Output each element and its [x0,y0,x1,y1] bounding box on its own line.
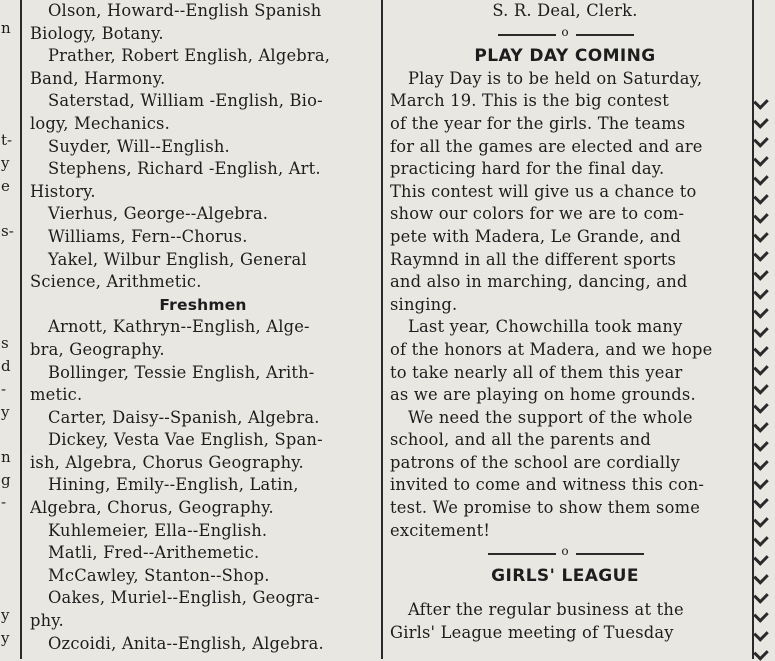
gutter-fragment: e [1,177,10,195]
right-column-articles [390,0,740,645]
article-line: phy. [30,611,64,631]
border-ornament [753,550,769,566]
border-ornament [753,265,769,281]
headline-play-day: PLAY DAY COMING [474,46,656,67]
gutter-fragment: y [1,403,10,421]
border-ornament [753,493,769,509]
gutter-fragment: y [1,154,10,172]
article-line: Stephens, Richard -English, Art. [48,159,321,179]
article-line: Bollinger, Tessie English, Arith- [48,362,315,382]
separator-bar [498,34,556,36]
gutter-fragment: t- [1,131,13,149]
article-line: patrons of the school are cordially [390,452,681,472]
article-line: Science, Arithmetic. [30,272,202,292]
article-line: Girls' League meeting of Tuesday [390,623,674,643]
border-ornament [753,379,769,395]
border-ornament [753,94,769,110]
article-line: Yakel, Wilbur English, General [48,249,307,269]
border-ornament [753,417,769,433]
gutter-fragment: - [1,493,7,511]
border-ornament [753,436,769,452]
separator-mark: o [561,544,569,559]
gutter-fragment: s [1,334,9,352]
article-line: March 19. This is the big contest [390,91,669,111]
article-line: for all the games are elected and are [390,136,703,156]
border-ornament [753,208,769,224]
article-line: Suyder, Will--English. [48,136,230,156]
border-ornament [753,569,769,585]
section-heading-freshmen: Freshmen [159,295,247,314]
article-line: After the regular business at the [408,600,684,620]
border-ornament [753,626,769,642]
article-line: of the honors at Madera, and we hope [390,339,713,359]
gutter-fragment: s- [1,222,14,240]
gutter-fragment: d [1,357,11,375]
article-line: Prather, Robert English, Algebra, [48,46,331,66]
article-line: Hining, Emily--English, Latin, [48,475,299,495]
article-line: and also in marching, dancing, and [390,272,688,292]
article-line: show our colors for we are to com- [390,204,685,224]
separator-mark: o [561,24,569,39]
border-ornament [753,246,769,262]
border-ornament [753,360,769,376]
article-line: school, and all the parents and [390,430,651,450]
border-ornament [753,303,769,319]
gutter-fragment: n [1,19,11,37]
separator-rule [390,23,740,46]
article-line: Williams, Fern--Chorus. [48,226,248,246]
gutter-fragment: y [1,606,10,624]
article-line: invited to come and witness this con- [390,475,705,495]
column-rule-middle [381,0,383,659]
gutter-fragment: - [1,380,7,398]
border-ornament [753,151,769,167]
article-line: excitement! [390,520,491,540]
border-ornament [753,398,769,414]
article-line: metic. [30,385,83,405]
border-ornament [753,455,769,471]
border-ornament [753,341,769,357]
border-ornament [753,322,769,338]
article-line: as we are playing on home grounds. [390,385,696,405]
article-line: Kuhlemeier, Ella--English. [48,520,268,540]
headline-girls-league: GIRLS' LEAGUE [491,565,639,586]
article-line: Algebra, Chorus, Geography. [30,498,274,518]
article-line: Matli, Fred--Arithemetic. [48,543,260,563]
separator-bar [576,553,644,555]
article-line: Oakes, Muriel--English, Geogra- [48,588,320,608]
separator-bar [576,34,634,36]
border-ornament [753,132,769,148]
article-line: Band, Harmony. [30,68,166,88]
border-ornament [753,227,769,243]
article-line: Ozcoidi, Anita--English, Algebra. [48,633,324,653]
decorative-page-border [752,0,775,659]
article-line: History. [30,181,96,201]
article-line: Dickey, Vesta Vae English, Span- [48,430,323,450]
border-ornament [753,189,769,205]
article-line: McCawley, Stanton--Shop. [48,565,270,585]
article-line: Carter, Daisy--Spanish, Algebra. [48,407,320,427]
gutter-fragment: g [1,471,11,489]
spacer [390,587,740,599]
gutter-fragment: n [1,448,11,466]
article-line: Arnott, Kathryn--English, Alge- [48,317,310,337]
border-ornament [753,512,769,528]
article-line: logy, Mechanics. [30,113,170,133]
separator-rule [390,542,740,565]
article-line: pete with Madera, Le Grande, and [390,226,682,246]
border-ornament [753,607,769,623]
border-ornament [753,588,769,604]
article-line: Play Day is to be held on Saturday, [408,68,703,88]
article-line: of the year for the girls. The teams [390,113,686,133]
border-ornament [753,170,769,186]
border-ornament [753,645,769,661]
border-ornament [753,531,769,547]
border-ornament [753,113,769,129]
article-line: Olson, Howard--English Spanish [48,1,322,20]
article-line: We need the support of the whole [408,407,693,427]
left-gutter-fragments [0,0,18,659]
gutter-fragment: y [1,629,10,647]
separator-bar [488,553,556,555]
article-line: practicing hard for the final day. [390,159,665,179]
article-line: Last year, Chowchilla took many [408,317,683,337]
article-line: bra, Geography. [30,339,165,359]
left-column-article [30,0,376,655]
article-line: singing. [390,294,458,314]
border-ornament [753,474,769,490]
article-line: This contest will give us a chance to [390,181,697,201]
clerk-signature: S. R. Deal, Clerk. [492,1,638,20]
article-line: Vierhus, George--Algebra. [48,204,269,224]
article-line: test. We promise to show them some [390,498,701,518]
border-ornament [753,284,769,300]
column-rule-left [20,0,22,659]
article-line: to take nearly all of them this year [390,362,683,382]
article-line: ish, Algebra, Chorus Geography. [30,452,304,472]
article-line: Saterstad, William -English, Bio- [48,91,323,111]
article-line: Raymnd in all the different sports [390,249,677,269]
article-line: Biology, Botany. [30,23,164,43]
